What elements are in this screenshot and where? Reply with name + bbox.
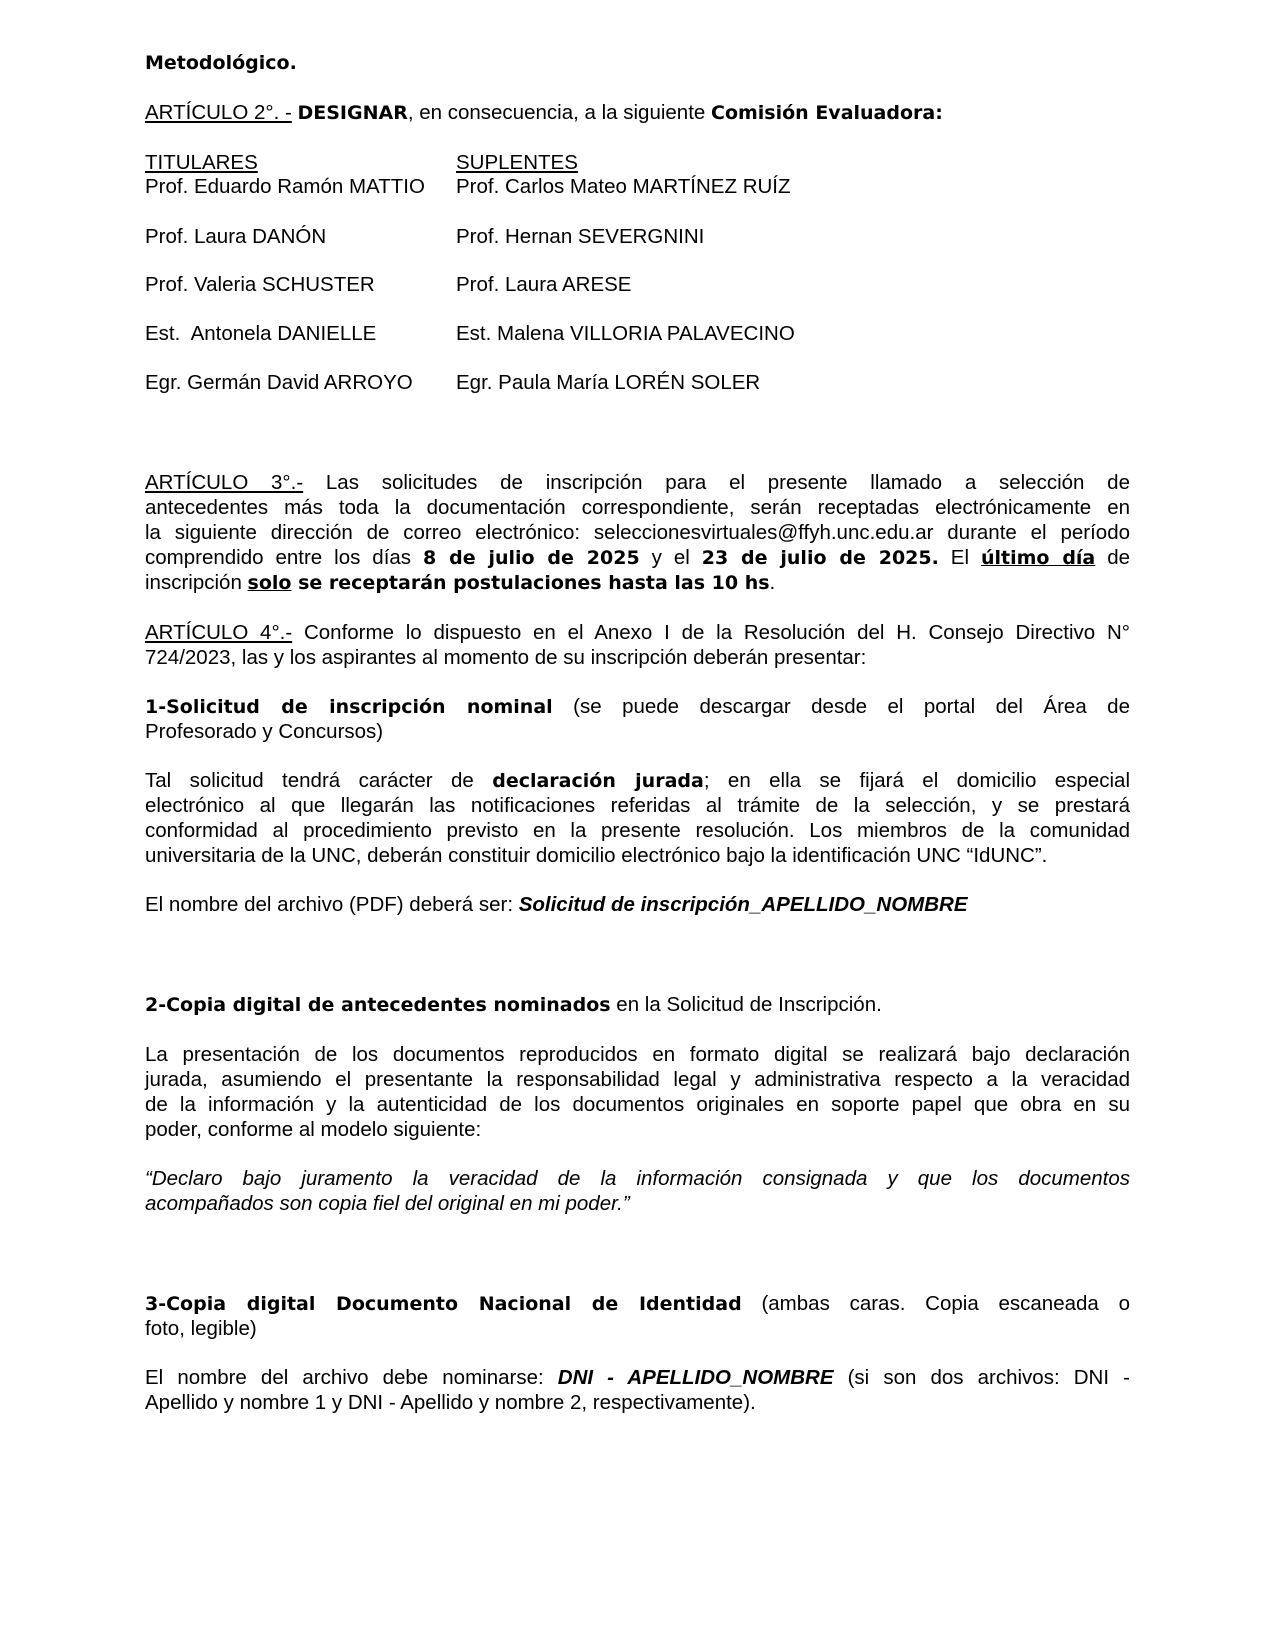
article-4-label: ARTÍCULO 4°.- [145, 621, 293, 644]
paragraph-text: ; en ella se fijará el domicilio especial [703, 769, 1130, 792]
paragraph-text: Apellido y nombre 1 y DNI - Apellido y nombre 2, respectivamente). [145, 1391, 756, 1414]
requirement-title: 3-Copia digital Documento Nacional de Identidad [145, 1293, 742, 1315]
sworn-statement-emphasis: declaración jurada [492, 770, 704, 792]
paragraph-text: El nombre del archivo (PDF) deberá ser: [145, 893, 519, 916]
article-2-verb: DESIGNAR [297, 102, 408, 124]
paragraph-text: El [938, 546, 981, 569]
paragraph-text: de la información y la autenticidad de los documentos originales en soporte papel que obra en su [145, 1093, 1130, 1116]
paragraph-text: conformidad al procedimiento previsto en la presente resolución. Los miembros de la comunidad [145, 819, 1130, 842]
titulares-header: TITULARES [145, 151, 258, 174]
titular-name: Egr. Germán David ARROYO [145, 371, 413, 394]
paragraph-text: Tal solicitud tendrá carácter de [145, 769, 493, 792]
start-date: 8 de julio de 2025 [423, 547, 640, 569]
paragraph-text: antecedentes más toda la documentación correspondiente, serán receptadas electrónicamente en [145, 496, 1130, 519]
suplente-name: Egr. Paula María LORÉN SOLER [456, 371, 761, 394]
paragraph-text: electrónico al que llegarán las notificaciones referidas al trámite de la selección, y se prestará [145, 794, 1130, 817]
article-2-label: ARTÍCULO 2°. - [145, 101, 292, 124]
article-2-text: , en consecuencia, a la siguiente [407, 101, 711, 124]
paragraph-text: El nombre del archivo debe nominarse: [145, 1366, 558, 1389]
paragraph-text: . [769, 571, 776, 594]
sworn-quote: “Declaro bajo juramento la veracidad de la información consignada y que los documentos [145, 1167, 1130, 1190]
article-2 [145, 100, 943, 126]
paragraph-text: (ambas caras. Copia escaneada o [741, 1292, 1130, 1315]
paragraph-text: de [1095, 546, 1131, 569]
paragraph-text: inscripción [145, 571, 248, 594]
titular-name: Prof. Laura DANÓN [145, 225, 327, 248]
suplente-name: Est. Malena VILLORIA PALAVECINO [456, 322, 795, 345]
requirement-title: 2-Copia digital de antecedentes nominados [145, 994, 611, 1016]
section-heading: Metodológico. [145, 52, 297, 74]
deadline-hour: se receptarán postulaciones hasta las 10 hs [291, 572, 770, 594]
sworn-quote: acompañados son copia fiel del original en mi poder.” [145, 1192, 630, 1215]
titular-name: Est. Antonela DANIELLE [145, 322, 377, 345]
paragraph-text: y el [639, 546, 702, 569]
paragraph-text: la siguiente dirección de correo electrónico: seleccionesvirtuales@ffyh.unc.edu.ar durante el período [145, 521, 1130, 544]
titular-name: Prof. Eduardo Ramón MATTIO [145, 175, 425, 198]
paragraph-text: (si son dos archivos: DNI - [833, 1366, 1130, 1389]
commission-title: Comisión Evaluadora: [711, 102, 943, 124]
paragraph-text: Profesorado y Concursos) [145, 720, 384, 743]
end-date: 23 de julio de 2025. [701, 547, 939, 569]
paragraph-text: comprendido entre los días [145, 546, 423, 569]
paragraph-text: poder, conforme al modelo siguiente: [145, 1118, 482, 1141]
filename-pattern: DNI - APELLIDO_NOMBRE [557, 1366, 834, 1389]
suplentes-header: SUPLENTES [456, 151, 578, 174]
suplente-name: Prof. Laura ARESE [456, 273, 632, 296]
last-day-emphasis: último día [980, 547, 1096, 569]
paragraph-text: La presentación de los documentos reproducidos en formato digital se realizará bajo declaración [145, 1043, 1130, 1066]
suplente-name: Prof. Carlos Mateo MARTÍNEZ RUÍZ [456, 175, 791, 198]
paragraph-text: 724/2023, las y los aspirantes al momento de su inscripción deberán presentar: [145, 646, 867, 669]
article-3-label: ARTÍCULO 3°.- [145, 471, 304, 494]
paragraph-text: en la Solicitud de Inscripción. [610, 993, 882, 1016]
requirement-title: 1-Solicitud de inscripción nominal [145, 696, 553, 718]
filename-pattern: Solicitud de inscripción_APELLIDO_NOMBRE [518, 893, 968, 916]
suplente-name: Prof. Hernan SEVERGNINI [456, 225, 705, 248]
paragraph-text: Las solicitudes de inscripción para el presente llamado a selección de [303, 471, 1130, 494]
paragraph-text: (se puede descargar desde el portal del Área de [552, 695, 1130, 718]
paragraph-text: Conforme lo dispuesto en el Anexo I de la Resolución del H. Consejo Directivo N° [292, 621, 1130, 644]
titular-name: Prof. Valeria SCHUSTER [145, 273, 375, 296]
paragraph-text: universitaria de la UNC, deberán constituir domicilio electrónico bajo la identificación UNC “IdUNC”. [145, 844, 1048, 867]
solo-emphasis: solo [247, 572, 292, 594]
paragraph-text: jurada, asumiendo el presentante la responsabilidad legal y administrativa respecto a la veracidad [145, 1068, 1130, 1091]
paragraph-text: foto, legible) [145, 1317, 257, 1340]
